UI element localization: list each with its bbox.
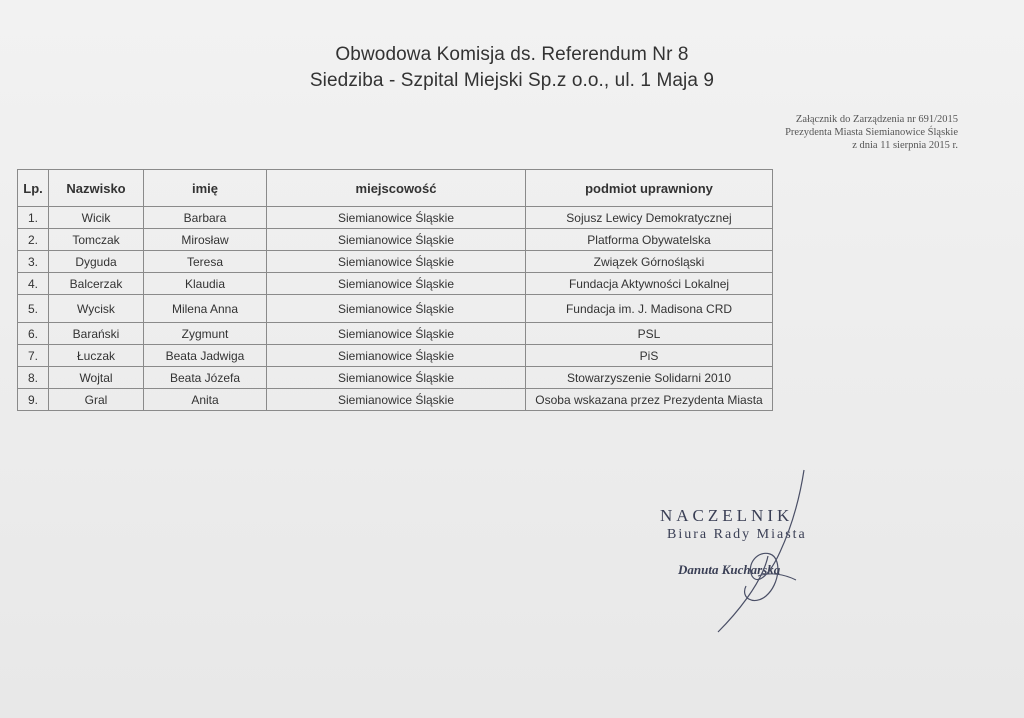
- cell-lp: 2.: [18, 229, 49, 251]
- cell-surname: Gral: [49, 389, 144, 411]
- commission-title: Obwodowa Komisja ds. Referendum Nr 8: [335, 44, 689, 65]
- cell-lp: 5.: [18, 295, 49, 323]
- table-row: [18, 345, 773, 367]
- table-row: [18, 389, 773, 411]
- cell-entity: Związek Górnośląski: [526, 251, 773, 273]
- cell-surname: Dyguda: [49, 251, 144, 273]
- cell-first-name: Beata Jadwiga: [144, 345, 267, 367]
- cell-lp: 8.: [18, 367, 49, 389]
- cell-city: Siemianowice Śląskie: [267, 229, 526, 251]
- cell-city: Siemianowice Śląskie: [267, 295, 526, 323]
- cell-city: Siemianowice Śląskie: [267, 389, 526, 411]
- cell-city: Siemianowice Śląskie: [267, 251, 526, 273]
- cell-first-name: Anita: [144, 389, 267, 411]
- cell-lp: 6.: [18, 323, 49, 345]
- cell-first-name: Milena Anna: [144, 295, 267, 323]
- cell-surname: Tomczak: [49, 229, 144, 251]
- cell-lp: 3.: [18, 251, 49, 273]
- table-header-row: [18, 170, 773, 207]
- cell-entity: Osoba wskazana przez Prezydenta Miasta: [526, 389, 773, 411]
- commission-seat: Siedziba - Szpital Miejski Sp.z o.o., ul. 1 Maja 9: [309, 70, 715, 91]
- cell-entity: Fundacja Aktywności Lokalnej: [526, 273, 773, 295]
- cell-entity: Sojusz Lewicy Demokratycznej: [526, 207, 773, 229]
- cell-entity: Platforma Obywatelska: [526, 229, 773, 251]
- cell-surname: Wicik: [49, 207, 144, 229]
- cell-first-name: Mirosław: [144, 229, 267, 251]
- annex-line-3: z dnia 11 sierpnia 2015 r.: [852, 140, 958, 151]
- cell-first-name: Zygmunt: [144, 323, 267, 345]
- annex-line-2: Prezydenta Miasta Siemianowice Śląskie: [785, 127, 958, 138]
- header-surname: Nazwisko: [49, 170, 144, 207]
- members-table: [17, 169, 773, 411]
- cell-city: Siemianowice Śląskie: [267, 345, 526, 367]
- header-first-name: imię: [144, 170, 267, 207]
- handwritten-signature: [700, 466, 810, 636]
- cell-surname: Wycisk: [49, 295, 144, 323]
- table-row: [18, 251, 773, 273]
- cell-first-name: Teresa: [144, 251, 267, 273]
- cell-entity: Fundacja im. J. Madisona CRD: [526, 295, 773, 323]
- cell-surname: Barański: [49, 323, 144, 345]
- header-entity: podmiot uprawniony: [526, 170, 773, 207]
- cell-surname: Łuczak: [49, 345, 144, 367]
- cell-lp: 1.: [18, 207, 49, 229]
- table-row: [18, 273, 773, 295]
- cell-city: Siemianowice Śląskie: [267, 367, 526, 389]
- cell-city: Siemianowice Śląskie: [267, 207, 526, 229]
- stamp-name: Danuta Kucharska: [678, 562, 781, 577]
- cell-first-name: Klaudia: [144, 273, 267, 295]
- cell-lp: 9.: [18, 389, 49, 411]
- header-city: miejscowość: [267, 170, 526, 207]
- cell-first-name: Beata Józefa: [144, 367, 267, 389]
- cell-entity: Stowarzyszenie Solidarni 2010: [526, 367, 773, 389]
- table-row: [18, 367, 773, 389]
- cell-surname: Balcerzak: [49, 273, 144, 295]
- cell-surname: Wojtal: [49, 367, 144, 389]
- cell-city: Siemianowice Śląskie: [267, 273, 526, 295]
- cell-lp: 4.: [18, 273, 49, 295]
- annex-note: [785, 113, 958, 152]
- table-row: [18, 295, 773, 323]
- stamp-title: NACZELNIK: [660, 506, 794, 525]
- table-row: [18, 229, 773, 251]
- header-lp: Lp.: [18, 170, 49, 207]
- table-row: [18, 207, 773, 229]
- cell-city: Siemianowice Śląskie: [267, 323, 526, 345]
- annex-line-1: Załącznik do Zarządzenia nr 691/2015: [795, 114, 958, 125]
- cell-entity: PiS: [526, 345, 773, 367]
- cell-entity: PSL: [526, 323, 773, 345]
- stamp-office: Biura Rady Miasta: [667, 527, 807, 542]
- cell-first-name: Barbara: [144, 207, 267, 229]
- cell-lp: 7.: [18, 345, 49, 367]
- table-row: [18, 323, 773, 345]
